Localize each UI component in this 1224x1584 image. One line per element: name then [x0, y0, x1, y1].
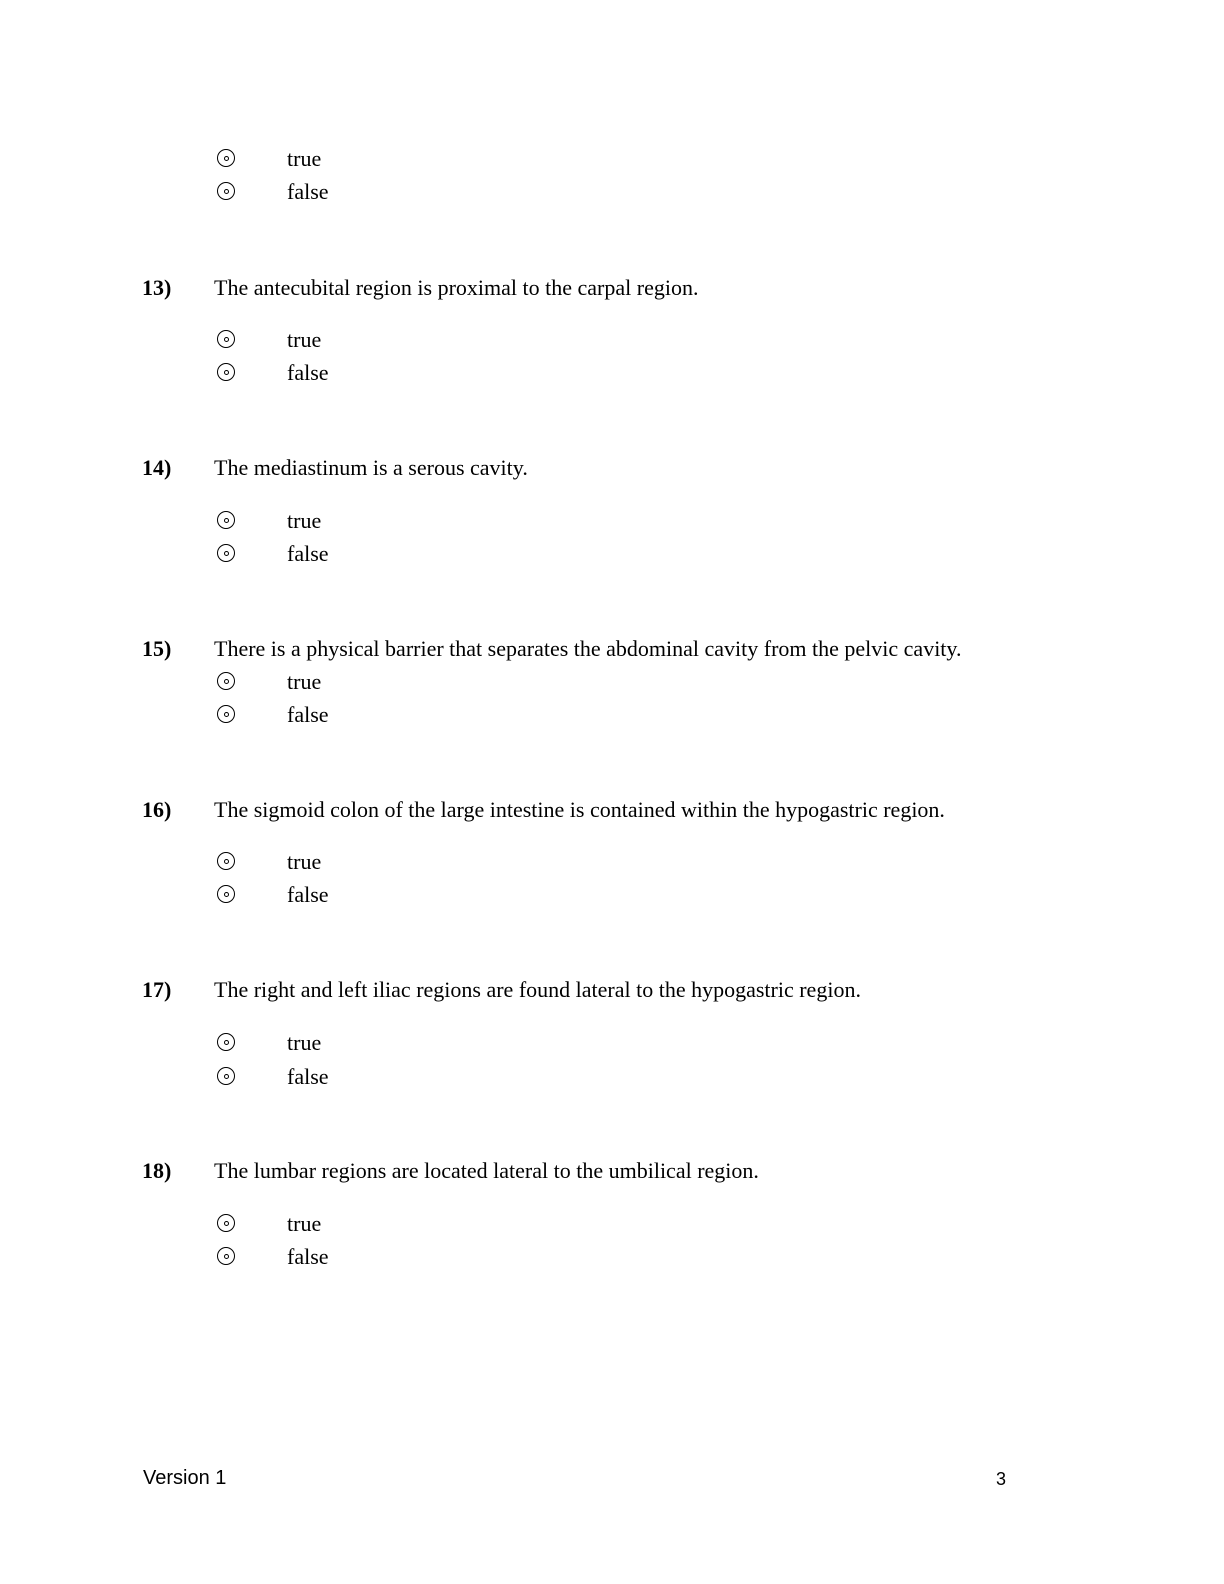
question-number: 18) — [142, 1158, 172, 1183]
radio-circle-icon[interactable] — [217, 544, 235, 562]
question-text: The mediastinum is a serous cavity. — [214, 455, 528, 480]
option-label: false — [287, 1244, 329, 1269]
radio-circle-icon[interactable] — [217, 363, 235, 381]
radio-circle-icon[interactable] — [217, 182, 235, 200]
option-label: true — [287, 1030, 322, 1055]
radio-circle-icon[interactable] — [217, 1067, 235, 1085]
footer-version: Version 1 — [143, 1467, 227, 1489]
option-label: true — [287, 669, 322, 694]
option-label: false — [287, 882, 329, 907]
option-label: false — [287, 179, 329, 204]
question-number: 16) — [142, 797, 172, 822]
radio-circle-icon[interactable] — [217, 852, 235, 870]
radio-circle-icon[interactable] — [217, 330, 235, 348]
option-label: true — [287, 508, 322, 533]
radio-circle-icon[interactable] — [217, 705, 235, 723]
question-number: 13) — [142, 275, 172, 300]
option-label: true — [287, 1211, 322, 1236]
option-label: true — [287, 849, 322, 874]
radio-circle-icon[interactable] — [217, 885, 235, 903]
radio-circle-icon[interactable] — [217, 1214, 235, 1232]
question-text: The antecubital region is proximal to the carpal region. — [214, 275, 699, 300]
question-text: The right and left iliac regions are found lateral to the hypogastric region. — [214, 977, 861, 1002]
question-number: 17) — [142, 977, 172, 1002]
question-text: The sigmoid colon of the large intestine is contained within the hypogastric region. — [214, 797, 945, 822]
radio-circle-icon[interactable] — [217, 1033, 235, 1051]
option-label: false — [287, 1064, 329, 1089]
radio-circle-icon[interactable] — [217, 672, 235, 690]
option-label: false — [287, 702, 329, 727]
radio-circle-icon[interactable] — [217, 511, 235, 529]
question-number: 15) — [142, 636, 172, 661]
option-label: true — [287, 327, 322, 352]
option-label: false — [287, 360, 329, 385]
radio-circle-icon[interactable] — [217, 149, 235, 167]
page-number: 3 — [996, 1469, 1007, 1489]
question-text: There is a physical barrier that separates the abdominal cavity from the pelvic cavity. — [214, 636, 962, 661]
question-number: 14) — [142, 455, 172, 480]
option-label: true — [287, 146, 322, 171]
option-label: false — [287, 541, 329, 566]
question-text: The lumbar regions are located lateral to the umbilical region. — [214, 1158, 759, 1183]
radio-circle-icon[interactable] — [217, 1247, 235, 1265]
